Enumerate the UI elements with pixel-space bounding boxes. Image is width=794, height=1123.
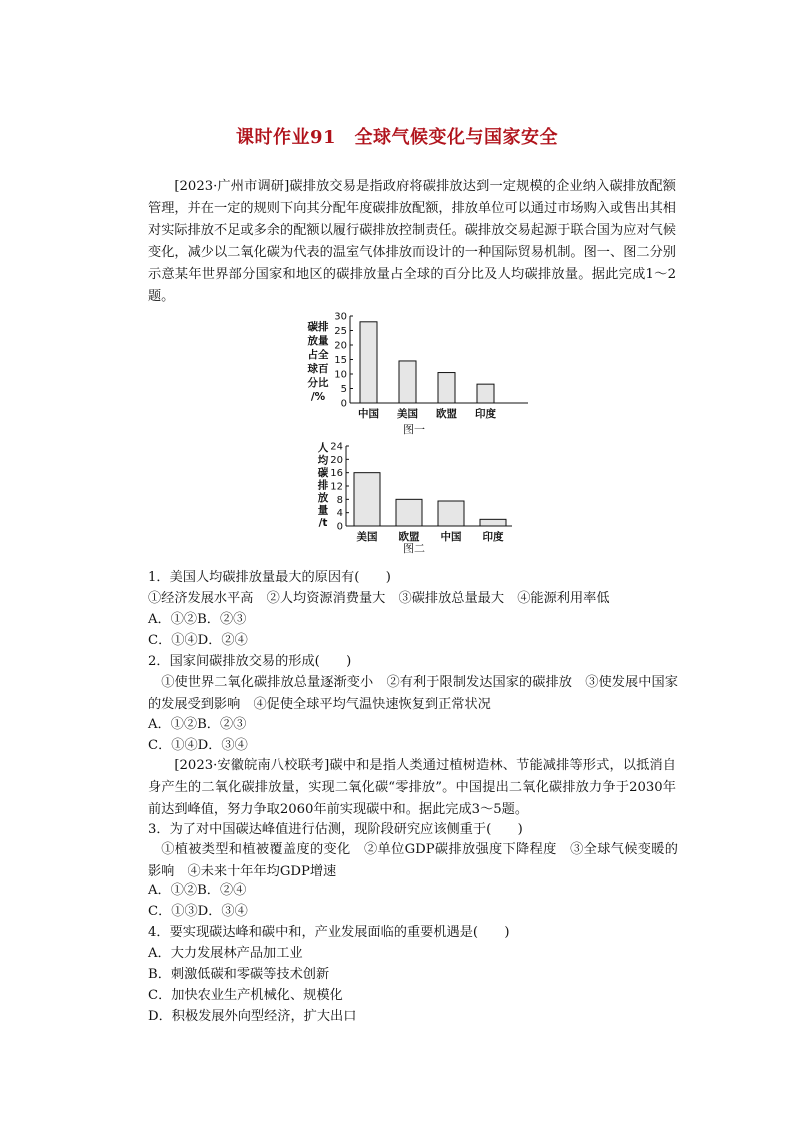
chart-1-tick-label: 0: [340, 398, 347, 410]
q4-choice-b: B．刺激低碳和零碳等技术创新: [148, 967, 330, 982]
chart-1-category-label: 中国: [358, 408, 379, 420]
chart-2-tick-label: 12: [330, 481, 343, 493]
chart-2-ylabel-text: 量: [317, 504, 329, 517]
chart-2-tick-label: 4: [336, 508, 343, 520]
chart-2-bar: [438, 501, 464, 526]
chart-2-ylabel-text: 碳: [317, 467, 329, 479]
chart-2-ylabel-text: 放: [317, 492, 329, 504]
chart-2: [0, 436, 794, 556]
q2-stem: 2．国家间碳排放交易的形成( ): [148, 654, 352, 669]
chart-2-category-label: 印度: [482, 531, 504, 543]
chart-1-tick-label: 30: [334, 311, 347, 323]
chart-1-tick-label: 10: [334, 369, 347, 381]
chart-1-category-label: 欧盟: [436, 408, 457, 420]
q2-choice-ab: A．①②B．②③: [148, 717, 247, 732]
chart-1-bar: [360, 322, 377, 403]
q2-choice-cd: C．①④D．③④: [148, 738, 248, 753]
chart-2-tick-label: 16: [330, 468, 343, 480]
chart-2-tick-label: 20: [330, 454, 343, 466]
chart-2-bar: [396, 499, 422, 526]
page-title: 课时作业91 全球气候变化与国家安全: [235, 127, 559, 148]
chart-1-ylabel-text: /%: [310, 391, 326, 403]
chart-2-tick-label: 0: [336, 521, 343, 533]
chart-2-ylabel-text: /t: [318, 517, 328, 529]
chart-2-category-label: 欧盟: [398, 531, 420, 543]
chart-2-bar: [354, 473, 380, 526]
chart-1-category-label: 印度: [475, 408, 496, 420]
q1-choice-ab: A．①②B．②③: [148, 612, 247, 627]
q1-stem: 1．美国人均碳排放量最大的原因有( ): [148, 570, 391, 585]
chart-1-bar: [399, 361, 416, 403]
chart-2-tick-label: 8: [336, 494, 343, 506]
chart-2-tick-label: 24: [330, 441, 343, 453]
chart-2-ylabel-text: 均: [317, 454, 329, 467]
chart-1-category-label: 美国: [397, 408, 418, 420]
intro-paragraph-1: [2023·广州市调研]碳排放交易是指政府将碳排放达到一定规模的企业纳入碳排放配额管理，并在一定的规则下向其分配年度碳排放配额，排放单位可以通过市场购入或售出其相对实际排放不足或多余的配额以履行碳排放控制责任。碳排放交易起源于联合国为应对气候变化，减少以二氧化碳为代表的温室气体排放而设计的一种国际贸易机制。图一、图二分别示意某年世界部分国家和地区的碳排放量占全球的百分比及人均碳排放量。据此完成1～2题。: [148, 179, 676, 304]
q1-options: ①经济发展水平高 ②人均资源消费量大 ③碳排放总量最大 ④能源利用率低: [148, 591, 610, 606]
chart-1-tick-label: 15: [334, 355, 347, 366]
q4-choice-c: C．加快农业生产机械化、规模化: [148, 988, 343, 1003]
chart-1-ylabel-text: 放量: [307, 335, 329, 347]
chart-2-title: 图二: [403, 542, 425, 555]
chart-1-ylabel-text: 球百: [307, 363, 329, 375]
chart-2-ylabel-text: 人: [317, 442, 329, 454]
q3-stem: 3．为了对中国碳达峰值进行估测，现阶段研究应该侧重于( ): [148, 822, 523, 837]
chart-1-ylabel-text: 分比: [307, 377, 329, 389]
chart-1-ylabel-text: 碳排: [307, 321, 329, 333]
chart-1-ylabel-text: 占全: [307, 349, 329, 361]
chart-1-tick-label: 20: [334, 340, 347, 352]
intro-paragraph-2: [2023·安徽皖南八校联考]碳中和是指人类通过植树造林、节能减排等形式，以抵消自身产生的二氧化碳排放量，实现二氧化碳“零排放”。中国提出二氧化碳排放力争于2030年前达到峰值，努力争取2060年前实现碳中和。据此完成3～5题。: [148, 758, 676, 817]
chart-2-category-label: 美国: [356, 531, 378, 543]
q3-choice-ab: A．①②B．②④: [148, 883, 247, 898]
chart-1: [0, 308, 794, 436]
q4-choice-a: A．大力发展林产品加工业: [148, 946, 303, 961]
q3-options: ①植被类型和植被覆盖度的变化 ②单位GDP碳排放强度下降程度 ③全球气候变暖的影响 ④未来十年年均GDP增速: [148, 842, 678, 879]
chart-1-bar: [477, 384, 494, 403]
q4-choice-d: D．积极发展外向型经济，扩大出口: [148, 1009, 357, 1024]
q3-choice-cd: C．①③D．③④: [148, 904, 248, 919]
chart-1-bar: [438, 373, 455, 403]
chart-2-bar: [480, 519, 506, 526]
chart-2-category-label: 中国: [440, 531, 462, 543]
q4-stem: 4．要实现碳达峰和碳中和，产业发展面临的重要机遇是( ): [148, 925, 510, 940]
chart-2-ylabel-text: 排: [317, 479, 329, 492]
chart-1-title: 图一: [403, 423, 425, 436]
chart-1-tick-label: 25: [334, 326, 347, 337]
q2-options: ①使世界二氧化碳排放总量逐渐变小 ②有利于限制发达国家的碳排放 ③使发展中国家的发展受到影响 ④促使全球平均气温快速恢复到正常状况: [148, 675, 678, 712]
q1-choice-cd: C．①④D．②④: [148, 633, 248, 648]
chart-1-tick-label: 5: [340, 384, 347, 395]
